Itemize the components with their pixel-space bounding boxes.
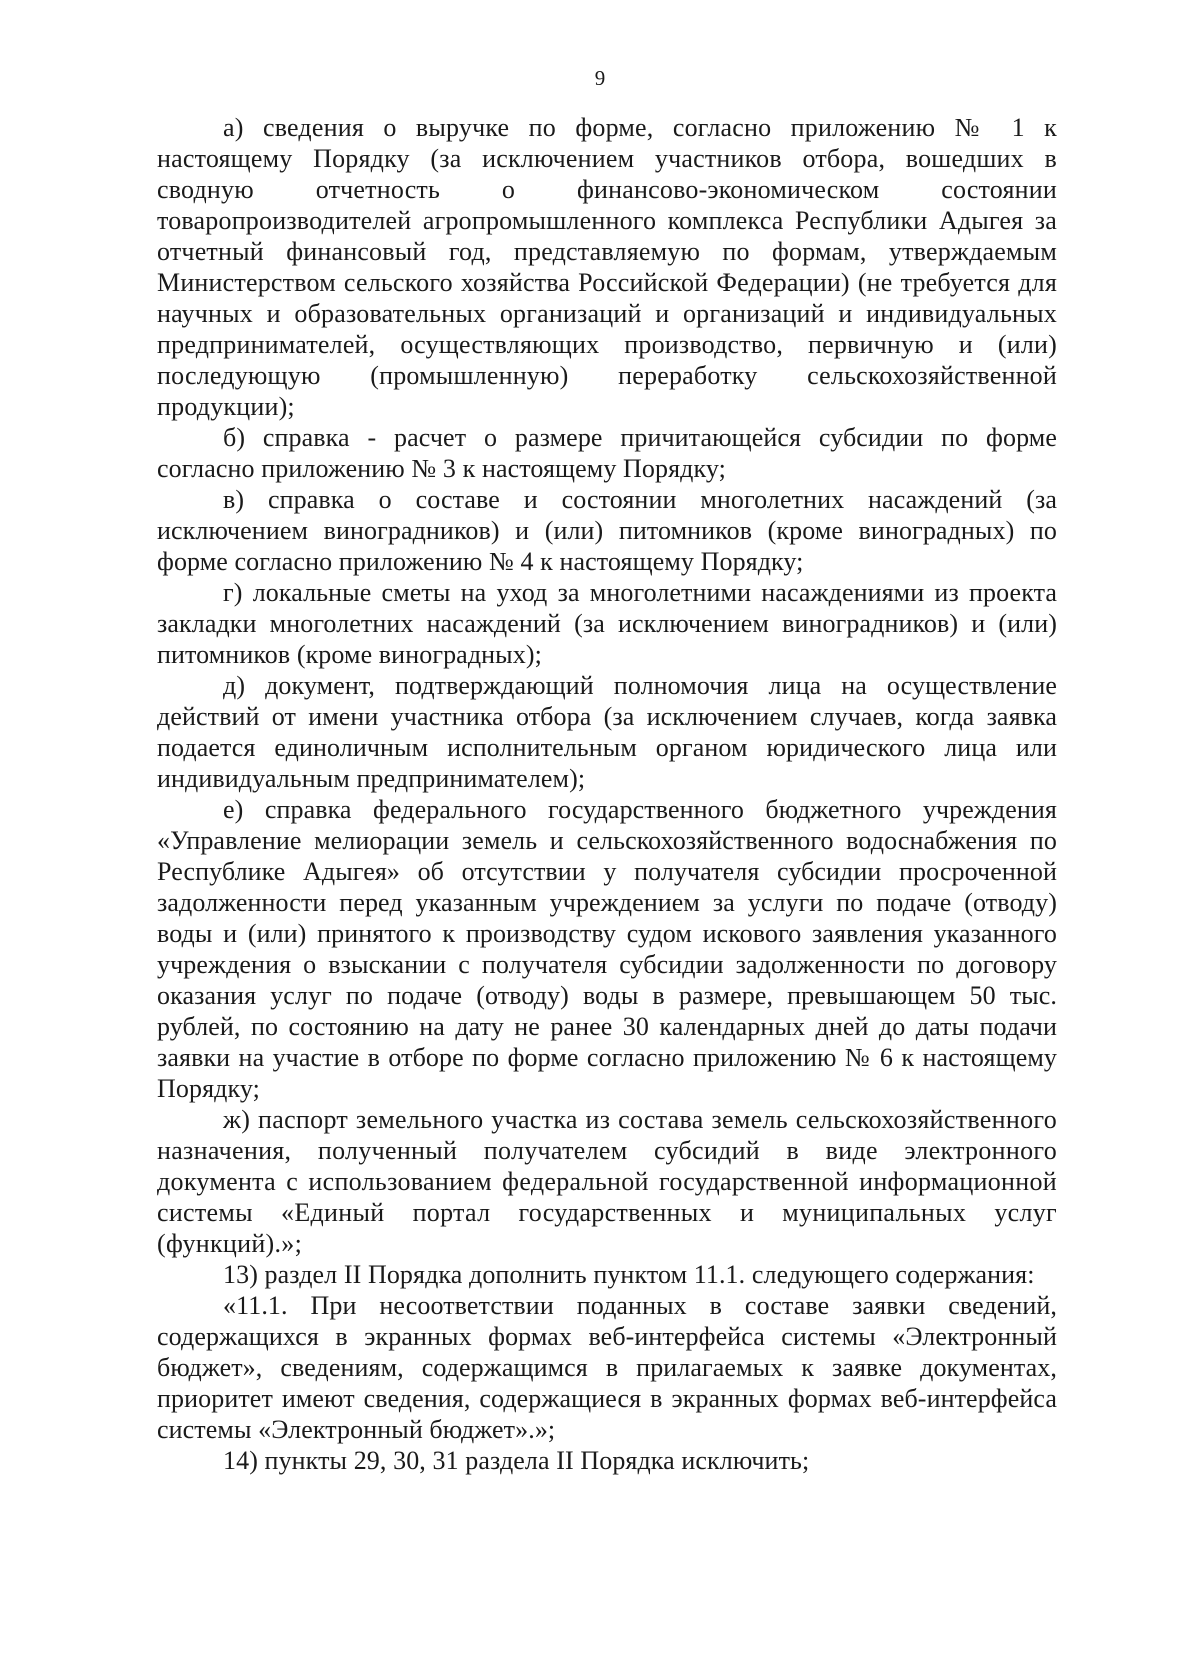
document-body [157, 112, 1057, 1476]
paragraph-zh-land-passport: ж) паспорт земельного участка из состава земель сельскохозяйственного назначения, полученный получателем субсидий в виде электронного документа с использованием федеральной государственной информационной системы «Единый портал государственных и муниципальных услуг (функций).»; [157, 1105, 1057, 1258]
paragraph-14-exclusion: 14) пункты 29, 30, 31 раздела II Порядка исключить; [223, 1446, 810, 1475]
paragraph-g-local-estimates: г) локальные сметы на уход за многолетними насаждениями из проекта закладки многолетних насаждений (за исключением виноградников) и (или) питомников (кроме виноградных); [157, 578, 1057, 669]
paragraph-b-subsidy-calculation: б) справка - расчет о размере причитающейся субсидии по форме согласно приложению № 3 к настоящему Порядку; [157, 423, 1057, 483]
paragraph-d-authority-document: д) документ, подтверждающий полномочия лица на осуществление действий от имени участника отбора (за исключением случаев, когда заявка подается единоличным исполнительным органом юридического лица или индивидуальным предпринимателем); [157, 671, 1057, 793]
paragraph-v-plantings-info: в) справка о составе и состоянии многолетних насаждений (за исключением виноградников) и (или) питомников (кроме виноградных) по форме согласно приложению № 4 к настоящему Порядку; [157, 485, 1057, 576]
paragraph-a-revenue-info: а) сведения о выручке по форме, согласно приложению № 1 к настоящему Порядку (за исключением участников отбора, вошедших в сводную отчетность о финансово-экономическом состоянии товаропроизводителей агропромышленного комплекса Республики Адыгея за отчетный финансовый год, представляемую по формам, утверждаемым Министерством сельского хозяйства Российской Федерации) (не требуется для научных и образовательных организаций и организаций и индивидуальных предпринимателей, осуществляющих производство, первичную и (или) последующую (промышленную) переработку сельскохозяйственной продукции); [157, 113, 1057, 421]
paragraph-e-melioration-certificate: е) справка федерального государственного бюджетного учреждения «Управление мелиорации земель и сельскохозяйственного водоснабжения по Республике Адыгея» об отсутствии у получателя субсидии просроченной задолженности перед указанным учреждением за услуги по подаче (отводу) воды и (или) принятого к производству судом искового заявления указанного учреждения о взыскании с получателя субсидии задолженности по договору оказания услуг по подаче (отводу) воды в размере, превышающем 50 тыс. рублей, по состоянию на дату не ранее 30 календарных дней до даты подачи заявки на участие в отборе по форме согласно приложению № 6 к настоящему Порядку; [157, 795, 1057, 1103]
paragraph-11-1-discrepancy: «11.1. При несоответствии поданных в составе заявки сведений, содержащихся в экранных формах веб-интерфейса системы «Электронный бюджет», сведениям, содержащимся в прилагаемых к заявке документах, приоритет имеют сведения, содержащиеся в экранных формах веб-интерфейса системы «Электронный бюджет».»; [157, 1291, 1057, 1444]
page-number: 9 [594, 66, 606, 90]
paragraph-13-section-addition: 13) раздел II Порядка дополнить пунктом 11.1. следующего содержания: [223, 1260, 1035, 1289]
